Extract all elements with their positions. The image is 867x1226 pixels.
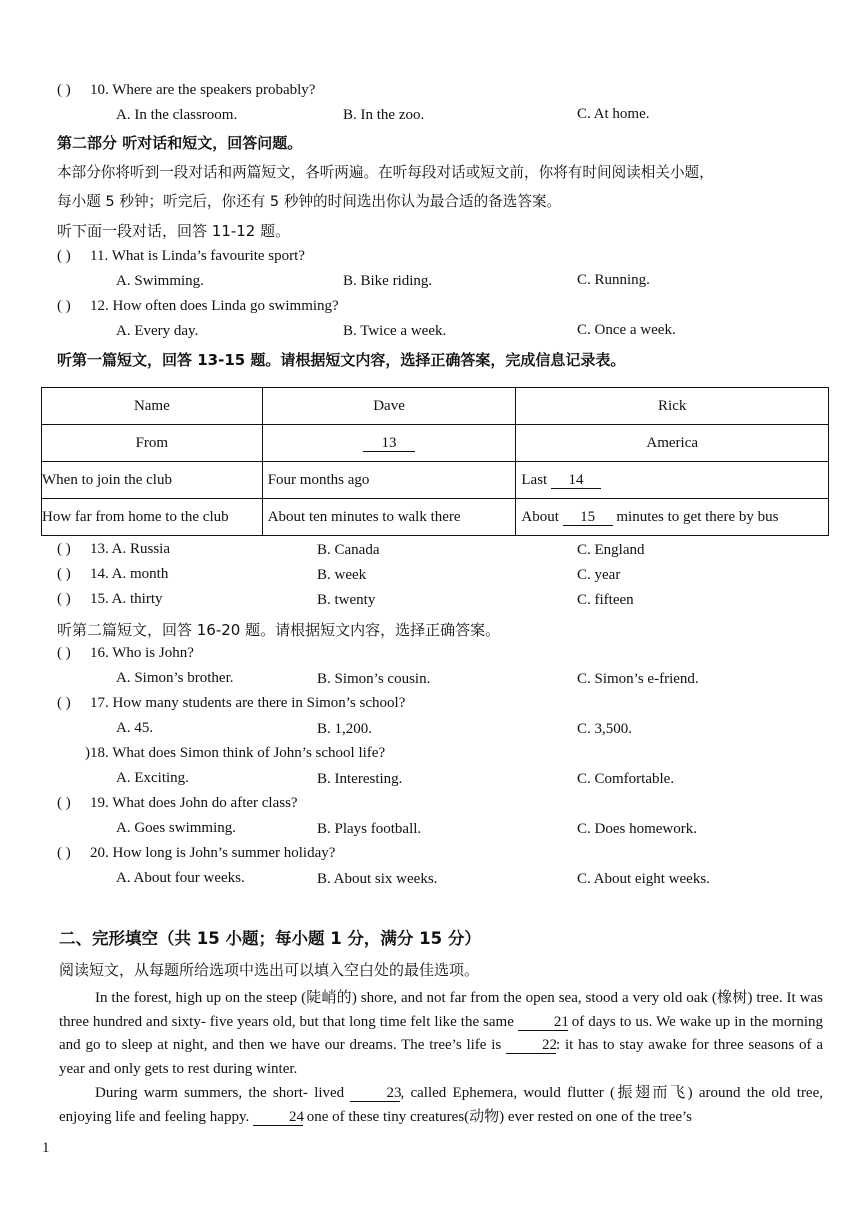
answer-paren[interactable]: ( )	[57, 645, 71, 661]
table-label-from: From	[42, 425, 263, 462]
option-c: C. Does homework.	[577, 821, 697, 837]
blank-22[interactable]: 22	[506, 1037, 556, 1054]
option-a: 13. A. Russia	[90, 541, 171, 557]
question-text: 18. What does Simon think of John’s school life?	[90, 745, 386, 761]
info-record-table	[41, 387, 829, 536]
option-b: B. About six weeks.	[317, 871, 438, 887]
blank-14[interactable]: 14	[551, 472, 601, 489]
table-label-when-join: When to join the club	[42, 462, 263, 499]
question-text: 17. How many students are there in Simon’s school?	[90, 695, 406, 711]
option-a: A. Simon’s brother.	[116, 670, 234, 686]
option-a: A. 45.	[116, 720, 154, 736]
section2-instructions: 阅读短文，从每题所给选项中选出可以填入空白处的最佳选项。	[59, 961, 480, 979]
part2-title: 第二部分 听对话和短文，回答问题。	[57, 134, 303, 152]
option-c: C. Simon’s e-friend.	[577, 671, 699, 687]
option-b: B. twenty	[317, 592, 376, 608]
option-a: 15. A. thirty	[90, 591, 163, 607]
question-text: 20. How long is John’s summer holiday?	[90, 845, 336, 861]
option-b: B. 1,200.	[317, 721, 373, 737]
answer-paren[interactable]: )	[85, 745, 90, 761]
option-c: C. About eight weeks.	[577, 871, 710, 887]
table-cell-rick-from: America	[516, 425, 829, 462]
question-text: 16. Who is John?	[90, 645, 194, 661]
answer-paren[interactable]: ( )	[57, 566, 71, 582]
option-a: A. Exciting.	[116, 770, 189, 786]
part2-instructions-line1: 本部分你将听到一段对话和两篇短文，各听两遍。在听每段对话或短文前，你将有时间阅读相关小题，	[57, 164, 714, 181]
option-a: A. Every day.	[116, 323, 199, 339]
option-b: B. Twice a week.	[343, 323, 447, 339]
part2-instructions-line2: 每小题 5 秒钟；听完后，你还有 5 秒钟的时间选出你认为最合适的备选答案。	[57, 193, 562, 210]
answer-paren[interactable]: ( )	[57, 795, 71, 811]
blank-15[interactable]: 15	[563, 509, 613, 526]
option-c: C. England	[577, 542, 645, 558]
option-a: A. In the classroom.	[116, 107, 238, 123]
table-cell-dave-from	[262, 425, 516, 462]
table-cell-dave-when: Four months ago	[262, 462, 516, 499]
passage1-intro: 听第一篇短文，回答 13-15 题。请根据短文内容，选择正确答案，完成信息记录表。	[57, 351, 626, 369]
option-b: B. Simon’s cousin.	[317, 671, 431, 687]
option-b: B. Canada	[317, 542, 380, 558]
cloze-paragraph-1: In the forest, high up on the steep (陡峭的) shore, and not far from the open sea, stood a very old oak (橡树) tree. It was three hundred and sixty- five years old, but that long time felt like the same 21 of days to us. We wake up in the morning and go to sleep at night, and then we have our dreams. The tree’s life is 22: it has to stay awake for three seasons of a year and only gets to rest during winter.	[59, 990, 823, 1077]
question-text: 12. How often does Linda go swimming?	[90, 298, 339, 314]
answer-paren[interactable]: ( )	[57, 248, 71, 264]
option-a: A. About four weeks.	[116, 870, 245, 886]
cloze-paragraph-2: During warm summers, the short- lived 23, called Ephemera, would flutter (振翅而飞) around the old tree, enjoying life and feeling happy. 24 one of these tiny creatures(动物) ever rested on one of the tree’s	[59, 1085, 823, 1125]
option-a: A. Goes swimming.	[116, 820, 236, 836]
page-number: 1	[42, 1140, 50, 1156]
blank-21[interactable]: 21	[518, 1014, 568, 1031]
section2-title: 二、完形填空（共 15 小题；每小题 1 分，满分 15 分）	[59, 929, 481, 948]
table-header-rick: Rick	[516, 388, 829, 425]
option-c: C. Comfortable.	[577, 771, 675, 787]
blank-13[interactable]: 13	[363, 435, 415, 452]
option-c: C. Running.	[577, 272, 650, 288]
table-cell-dave-how-far: About ten minutes to walk there	[262, 499, 516, 536]
option-b: B. In the zoo.	[343, 107, 425, 123]
table-cell-rick-how-far: About 15 minutes to get there by bus	[516, 499, 829, 536]
blank-24[interactable]: 24	[253, 1109, 303, 1126]
option-b: B. Plays football.	[317, 821, 422, 837]
table-label-how-far: How far from home to the club	[42, 499, 263, 536]
answer-paren[interactable]: ( )	[57, 591, 71, 607]
table-header-dave: Dave	[262, 388, 516, 425]
option-c: C. Once a week.	[577, 322, 676, 338]
answer-paren[interactable]: ( )	[57, 845, 71, 861]
dialog-intro: 听下面一段对话，回答 11-12 题。	[57, 222, 291, 240]
option-b: B. Bike riding.	[343, 273, 433, 289]
answer-paren[interactable]: ( )	[57, 541, 71, 557]
question-text: 11. What is Linda’s favourite sport?	[90, 248, 305, 264]
table-header-name: Name	[42, 388, 263, 425]
passage2-intro: 听第二篇短文，回答 16-20 题。请根据短文内容，选择正确答案。	[57, 621, 501, 639]
answer-paren[interactable]: ( )	[57, 82, 71, 98]
answer-paren[interactable]: ( )	[57, 298, 71, 314]
option-c: C. At home.	[577, 106, 650, 122]
option-b: B. week	[317, 567, 367, 583]
question-text: 19. What does John do after class?	[90, 795, 298, 811]
option-a: 14. A. month	[90, 566, 169, 582]
question-text: 10. Where are the speakers probably?	[90, 82, 316, 98]
answer-paren[interactable]: ( )	[57, 695, 71, 711]
option-c: C. year	[577, 567, 621, 583]
option-a: A. Swimming.	[116, 273, 204, 289]
option-c: C. fifteen	[577, 592, 634, 608]
blank-23[interactable]: 23	[350, 1085, 400, 1102]
option-c: C. 3,500.	[577, 721, 633, 737]
option-b: B. Interesting.	[317, 771, 403, 787]
table-cell-rick-when: Last 14	[516, 462, 829, 499]
